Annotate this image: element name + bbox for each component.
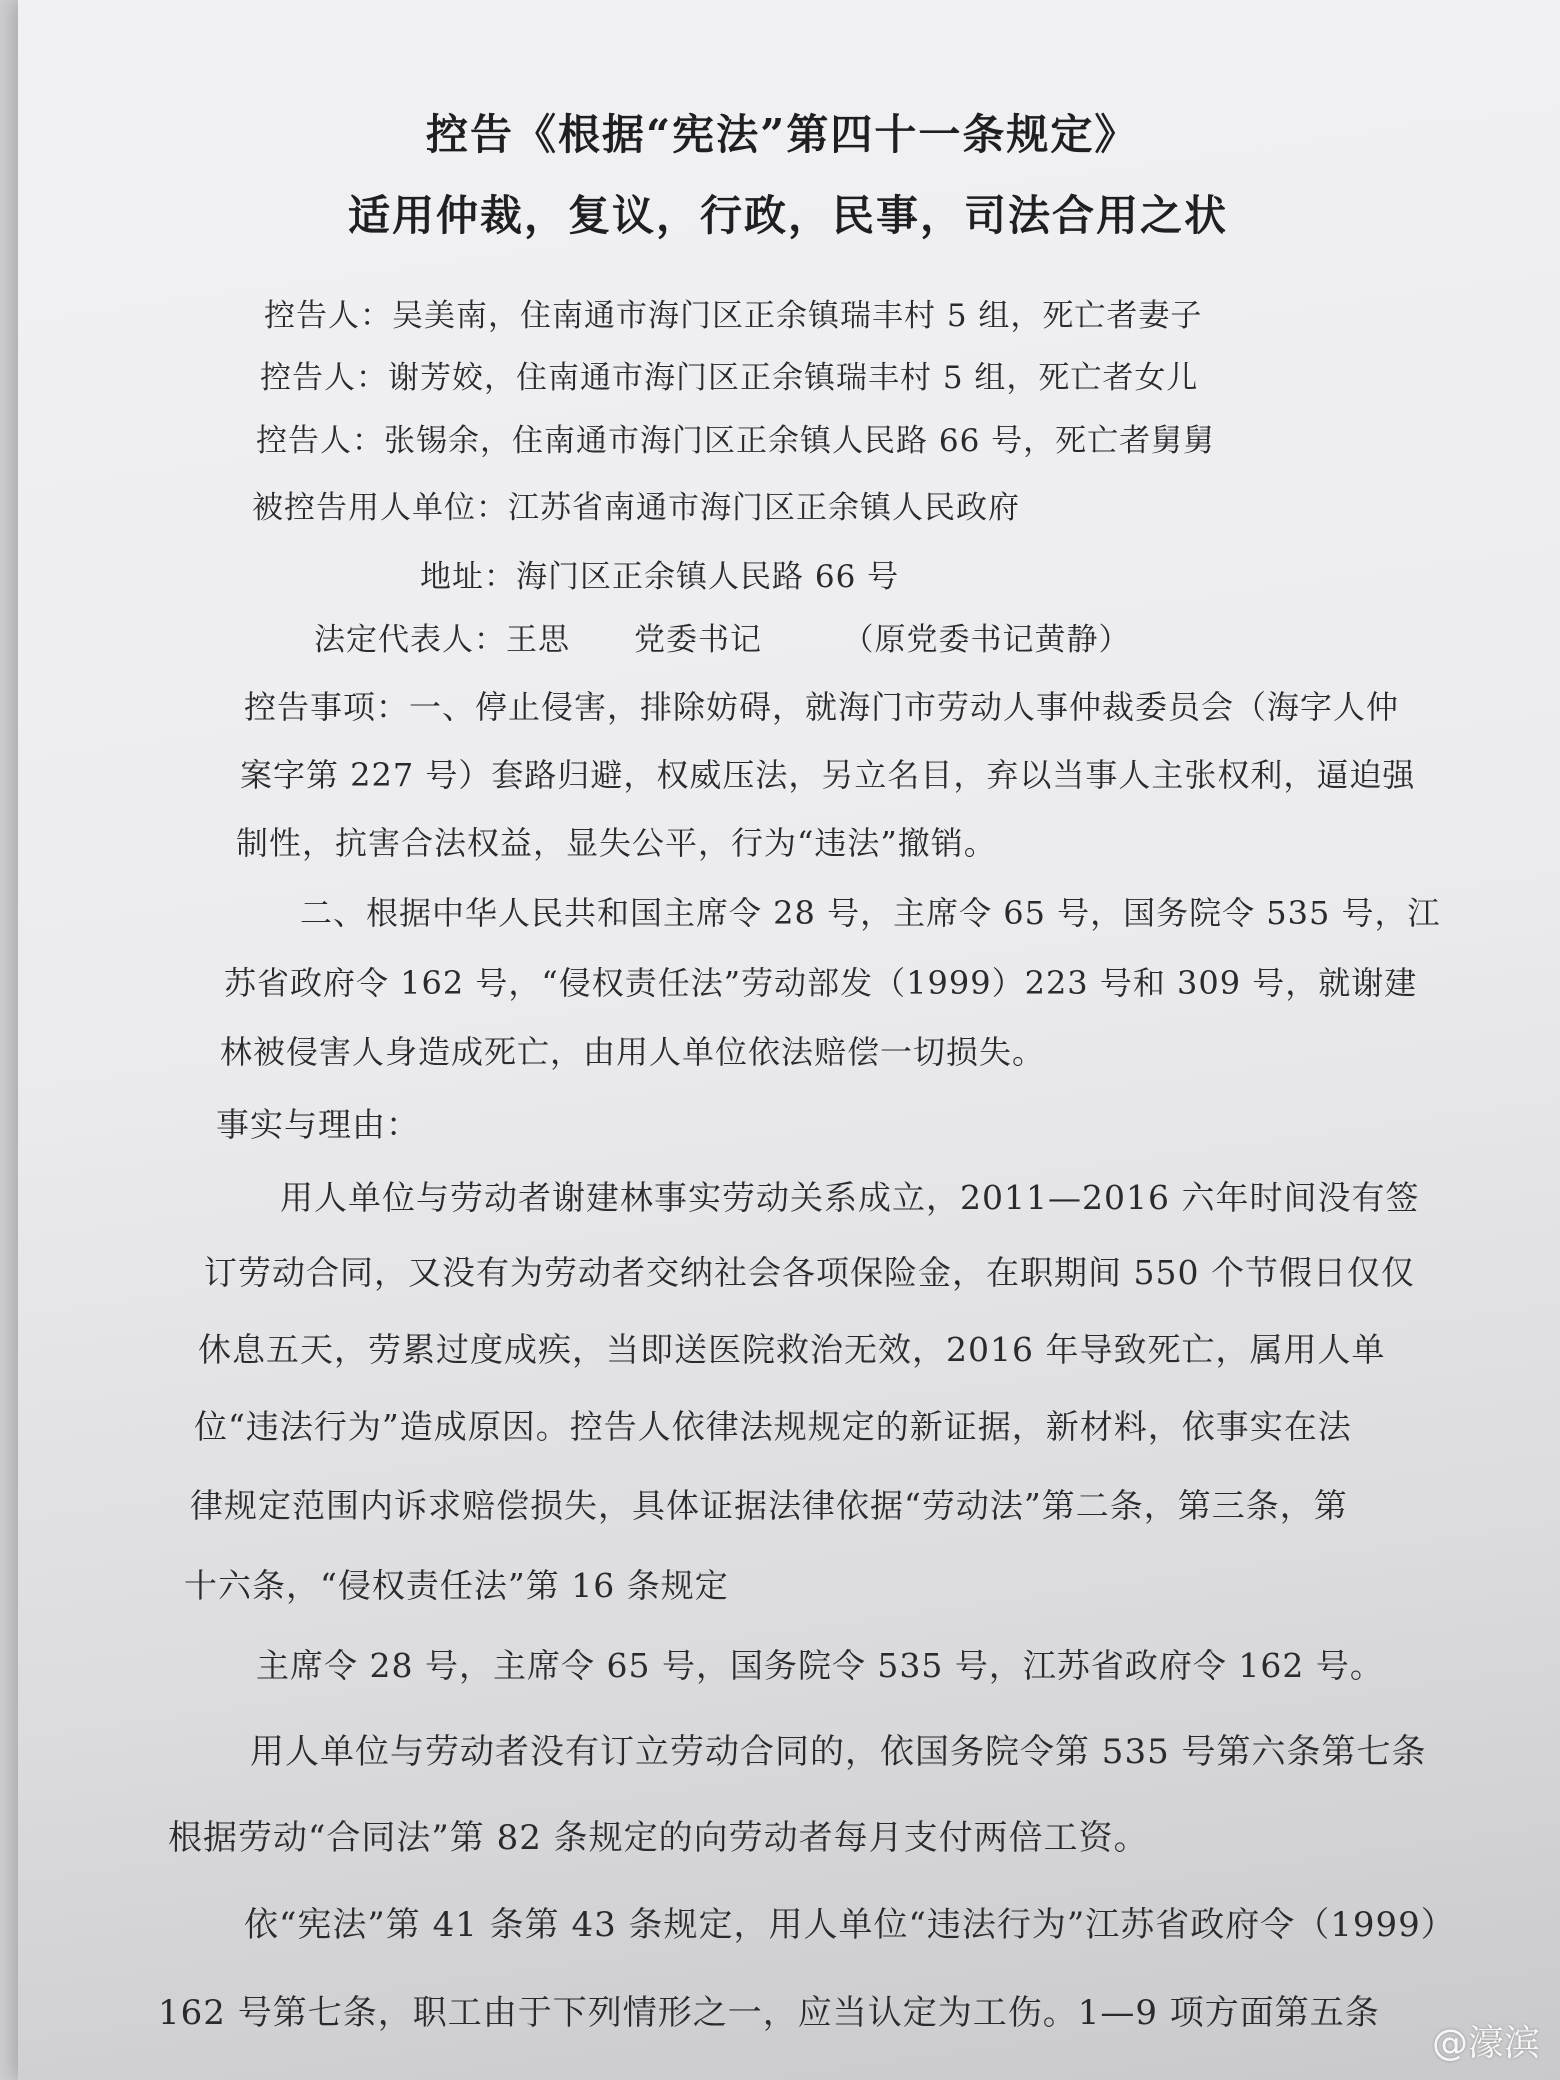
- body-line: 订劳动合同，又没有为劳动者交纳社会各项保险金，在职期间 550 个节假日仅仅: [204, 1253, 1415, 1292]
- legal-representative-line: 法定代表人：王思 党委书记 （原党委书记黄静）: [314, 622, 1131, 658]
- body-line: 162 号第七条，职工由于下列情形之一，应当认定为工伤。1—9 项方面第五条: [158, 1993, 1380, 2033]
- body-line: 苏省政府令 162 号，“侵权责任法”劳动部发（1999）223 号和 309 号，就谢建: [224, 964, 1418, 1002]
- body-line: 依“宪法”第 41 条第 43 条规定，用人单位“违法行为”江苏省政府令（1999）: [244, 1905, 1456, 1945]
- section-heading: 事实与理由：: [216, 1105, 420, 1144]
- document-title-line-2: 适用仲裁，复议，行政，民事，司法合用之状: [348, 191, 1229, 240]
- complainant-line: 控告人：吴美南，住南通市海门区正余镇瑞丰村 5 组，死亡者妻子: [264, 298, 1203, 334]
- document-title-line-1: 控告《根据“宪法”第四十一条规定》: [426, 110, 1139, 159]
- body-line: 林被侵害人身造成死亡，由用人单位依法赔偿一切损失。: [220, 1033, 1046, 1071]
- body-line: 律规定范围内诉求赔偿损失，具体证据法律依据“劳动法”第二条，第三条，第: [190, 1486, 1348, 1525]
- complainant-line: 控告人：张锡余，住南通市海门区正余镇人民路 66 号，死亡者舅舅: [256, 423, 1216, 459]
- body-line: 用人单位与劳动者谢建林事实劳动关系成立，2011—2016 六年时间没有签: [280, 1178, 1420, 1217]
- body-line: 十六条，“侵权责任法”第 16 条规定: [184, 1566, 729, 1605]
- body-line: 位“违法行为”造成原因。控告人依律法规规定的新证据，新材料，依事实在法: [194, 1407, 1352, 1446]
- address-line: 地址：海门区正余镇人民路 66 号: [420, 559, 900, 595]
- body-line: 制性，抗害合法权益，显失公平，行为“违法”撤销。: [236, 824, 997, 862]
- body-line: 用人单位与劳动者没有订立劳动合同的，依国务院令第 535 号第六条第七条: [250, 1732, 1427, 1772]
- body-line: 根据劳动“合同法”第 82 条规定的向劳动者每月支付两倍工资。: [168, 1818, 1149, 1858]
- body-line: 二、根据中华人民共和国主席令 28 号，主席令 65 号，国务院令 535 号，江: [300, 894, 1441, 932]
- watermark: @濠滨: [1431, 2023, 1540, 2064]
- body-line: 休息五天，劳累过度成疾，当即送医院救治无效，2016 年导致死亡，属用人单: [198, 1330, 1386, 1369]
- body-line: 主席令 28 号，主席令 65 号，国务院令 535 号，江苏省政府令 162 号。: [256, 1646, 1384, 1685]
- complainant-line: 控告人：谢芳姣，住南通市海门区正余镇瑞丰村 5 组，死亡者女儿: [260, 360, 1199, 396]
- document-page: [18, 0, 1560, 2080]
- body-line: 案字第 227 号）套路归避，权威压法，另立名目，弃以当事人主张权利，逼迫强: [240, 756, 1416, 794]
- body-line: 控告事项：一、停止侵害，排除妨碍，就海门市劳动人事仲裁委员会（海字人仲: [244, 688, 1400, 726]
- respondent-line: 被控告用人单位：江苏省南通市海门区正余镇人民政府: [252, 490, 1020, 526]
